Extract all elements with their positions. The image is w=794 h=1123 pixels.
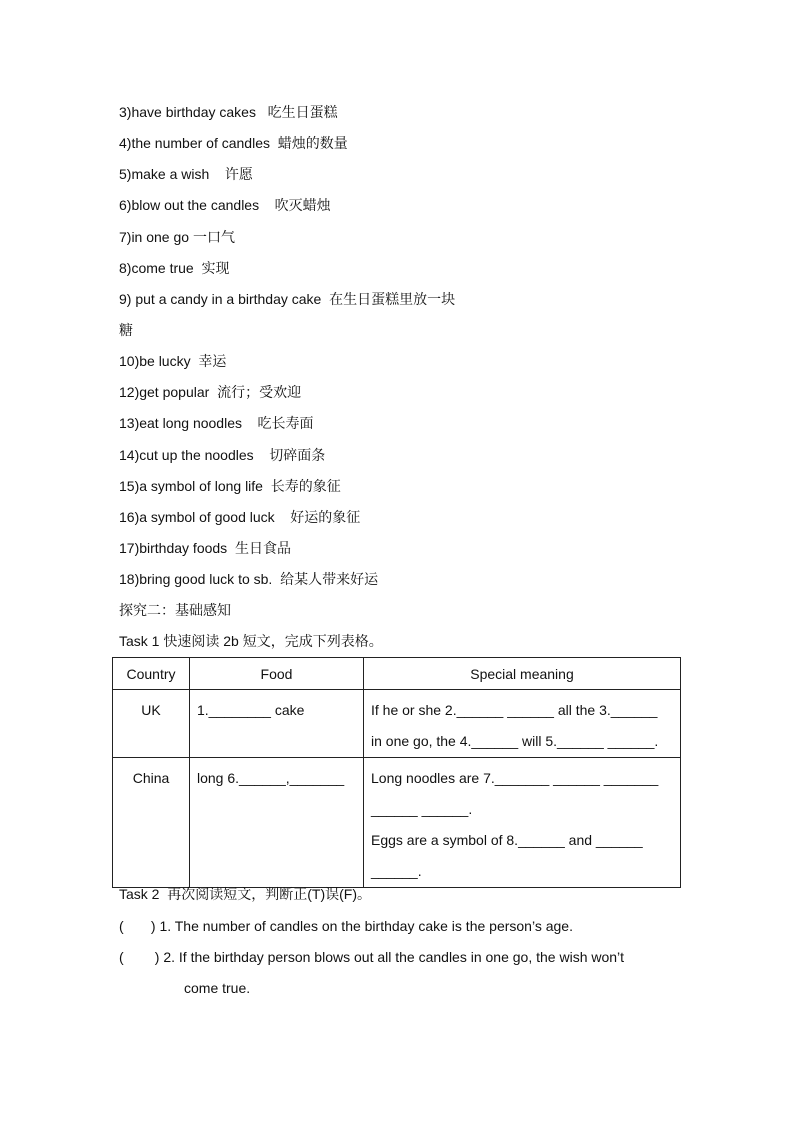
phrase-item: 5)make a wish 许愿 [119, 166, 253, 182]
meaning-line[interactable]: Eggs are a symbol of 8.______ and ______ [371, 832, 643, 848]
phrase-item: 13)eat long noodles 吃长寿面 [119, 415, 314, 431]
meaning-line[interactable]: If he or she 2.______ ______ all the 3.______ [371, 702, 658, 718]
phrase-item-continuation: 糖 [119, 322, 133, 338]
food-cell [190, 690, 364, 758]
country-name: China [132, 770, 170, 786]
header-special-meaning: Special meaning [364, 658, 681, 690]
meaning-line[interactable]: in one go, the 4.______ will 5.______ ______. [371, 733, 659, 749]
country-cell [113, 758, 190, 888]
meaning-line[interactable]: Long noodles are 7._______ ______ _______ [371, 770, 659, 786]
food-blank[interactable]: long 6.______,_______ [197, 770, 345, 786]
food-cell [190, 758, 364, 888]
meaning-cell [364, 690, 681, 758]
task1-instruction: Task 1 快速阅读 2b 短文，完成下列表格。 [119, 633, 383, 649]
phrase-item: 8)come true 实现 [119, 260, 230, 276]
phrase-item: 16)a symbol of good luck 好运的象征 [119, 509, 361, 525]
country-cell [113, 690, 190, 758]
meaning-cell [364, 758, 681, 888]
phrase-item: 14)cut up the noodles 切碎面条 [119, 447, 326, 463]
phrase-item: 15)a symbol of long life 长寿的象征 [119, 478, 341, 494]
true-false-item[interactable]: ( ) 1. The number of candles on the birthday cake is the person’s age. [119, 918, 573, 934]
task1-table [112, 657, 681, 888]
phrase-item: 9) put a candy in a birthday cake 在生日蛋糕里放一块 [119, 291, 456, 307]
phrase-item: 10)be lucky 幸运 [119, 353, 227, 369]
phrase-item: 7)in one go 一口气 [119, 229, 235, 245]
header-country: Country [113, 658, 190, 690]
task2-instruction: Task 2 再次阅读短文，判断正(T)误(F)。 [119, 886, 371, 902]
table-row [113, 758, 681, 888]
phrase-item: 18)bring good luck to sb. 给某人带来好运 [119, 571, 379, 587]
phrase-item: 6)blow out the candles 吹灭蜡烛 [119, 197, 331, 213]
meaning-line[interactable]: ______. [371, 863, 422, 879]
meaning-line[interactable]: ______ ______. [371, 801, 473, 817]
table-header-row [113, 658, 681, 690]
phrase-item: 17)birthday foods 生日食品 [119, 540, 291, 556]
section-heading: 探究二：基础感知 [119, 602, 231, 618]
phrase-item: 3)have birthday cakes 吃生日蛋糕 [119, 104, 338, 120]
food-blank[interactable]: 1.________ cake [197, 702, 305, 718]
table-row [113, 690, 681, 758]
true-false-item-continuation: come true. [184, 980, 251, 996]
country-name: UK [141, 702, 161, 718]
phrase-item: 12)get popular 流行；受欢迎 [119, 384, 302, 400]
phrase-item: 4)the number of candles 蜡烛的数量 [119, 135, 348, 151]
true-false-item[interactable]: ( ) 2. If the birthday person blows out all the candles in one go, the wish won’t [119, 949, 625, 965]
header-food: Food [190, 658, 364, 690]
